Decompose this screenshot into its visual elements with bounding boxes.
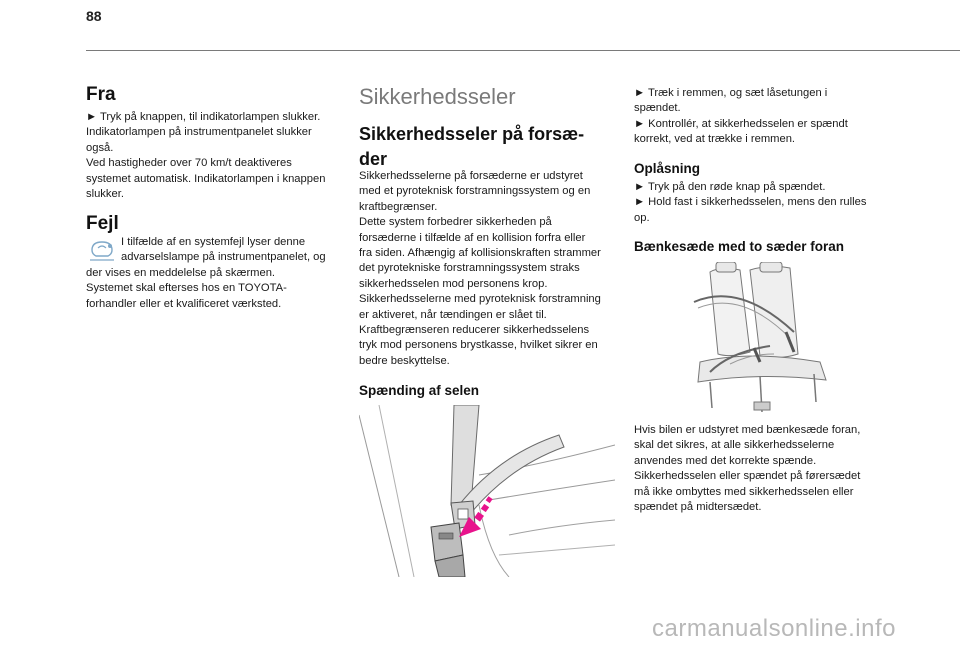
fra-line: ► Tryk på knappen, til indikatorlampen slukker. — [86, 111, 321, 123]
fejl-line: I tilfælde af en systemfejl lyser denne — [121, 236, 306, 248]
fra-line: også. — [86, 141, 114, 154]
body-line: er aktiveret, når tændingen er slået til. — [359, 308, 547, 321]
baenk-line: skal det sikres, at alle sikkerhedsselerne — [634, 439, 835, 452]
body-line: Kraftbegrænseren reducerer sikkerhedsselens — [359, 324, 590, 337]
baenk-line: spændet på midtersædet. — [634, 501, 762, 514]
oplosning-line: ► Tryk på den røde knap på spændet. — [634, 181, 826, 193]
body-line: det pyrotekniske forstramningssystem straks — [359, 262, 580, 275]
fra-line: slukker. — [86, 188, 124, 201]
heading-spaending: Spænding af selen — [359, 383, 480, 398]
section-title: Sikkerhedsseler — [359, 84, 516, 109]
top-rule — [86, 50, 960, 51]
body-line: med et pyroteknisk forstramningssystem og en — [359, 185, 591, 198]
oplosning-line: ► Hold fast i sikkerhedsselen, mens den rulles — [634, 196, 867, 209]
intro-line: korrekt, ved at trække i remmen. — [634, 133, 796, 146]
subsection-title — [359, 122, 619, 172]
warning-lamp-icon — [86, 238, 118, 266]
body-line: Sikkerhedsselerne på forsæderne er udstyret — [359, 170, 583, 182]
intro-line: ► Kontrollér, at sikkerhedsselen er spændt — [634, 117, 848, 130]
fra-line: Indikatorlampen på instrumentpanelet slukker — [86, 126, 312, 139]
subsection-title-line: Sikkerhedsseler på forsæ- — [359, 124, 585, 144]
oplosning-line: op. — [634, 211, 650, 224]
fejl-line: advarselslampe på instrumentpanelet, og — [121, 251, 326, 264]
body-line: Sikkerhedsselerne med pyroteknisk forstramning — [359, 293, 601, 306]
fejl-line: forhandler eller et kvalificeret værksted. — [86, 297, 282, 310]
fra-line: Ved hastigheder over 70 km/t deaktiveres — [86, 157, 292, 170]
fra-line: systemet automatisk. Indikatorlampen i knappen — [86, 172, 326, 185]
heading-fejl: Fejl — [86, 213, 119, 234]
oplosning-text — [634, 180, 890, 226]
intro-text — [634, 86, 890, 148]
body-line: tryk mod personens brystkasse, hvilket sikrer en — [359, 339, 598, 352]
baenk-line: Sikkerhedsselen eller spændet på førersædet — [634, 470, 861, 483]
heading-baenk: Bænkesæde med to sæder foran — [634, 239, 845, 254]
page-number: 88 — [86, 8, 102, 24]
body-line: bedre beskyttelse. — [359, 354, 450, 367]
baenk-line: anvendes med det korrekte spænde. — [634, 454, 817, 467]
intro-line: spændet. — [634, 102, 681, 115]
buckle-illustration — [359, 405, 615, 577]
intro-line: ► Træk i remmen, og sæt låsetungen i — [634, 87, 828, 99]
fejl-line: Systemet skal efterses hos en TOYOTA- — [86, 282, 287, 295]
seatbelt-body-text — [359, 169, 617, 369]
bench-seat-illustration — [690, 262, 834, 414]
fejl-text — [86, 266, 342, 312]
baenk-text — [634, 423, 890, 515]
baenk-line: må ikke ombyttes med sikkerhedsselen eller — [634, 485, 854, 498]
fejl-text-indented — [121, 235, 343, 266]
body-line: fra siden. Afhængig af kollisionskraften strammer — [359, 247, 601, 260]
body-line: sikkerhedsselen mod personens krop. — [359, 277, 548, 290]
body-line: Dette system forbedrer sikkerheden på — [359, 216, 552, 229]
body-line: kraftbegrænser. — [359, 200, 438, 213]
watermark: carmanualsonline.info — [652, 615, 896, 642]
subsection-title-line: der — [359, 149, 388, 169]
fra-text — [86, 110, 342, 202]
body-line: forsæderne i tilfælde af en kollision forfra eller — [359, 231, 586, 244]
heading-fra: Fra — [86, 84, 116, 105]
baenk-line: Hvis bilen er udstyret med bænkesæde foran, — [634, 424, 861, 436]
fejl-line: der vises en meddelelse på skærmen. — [86, 267, 276, 279]
heading-oplosning: Oplåsning — [634, 161, 701, 176]
